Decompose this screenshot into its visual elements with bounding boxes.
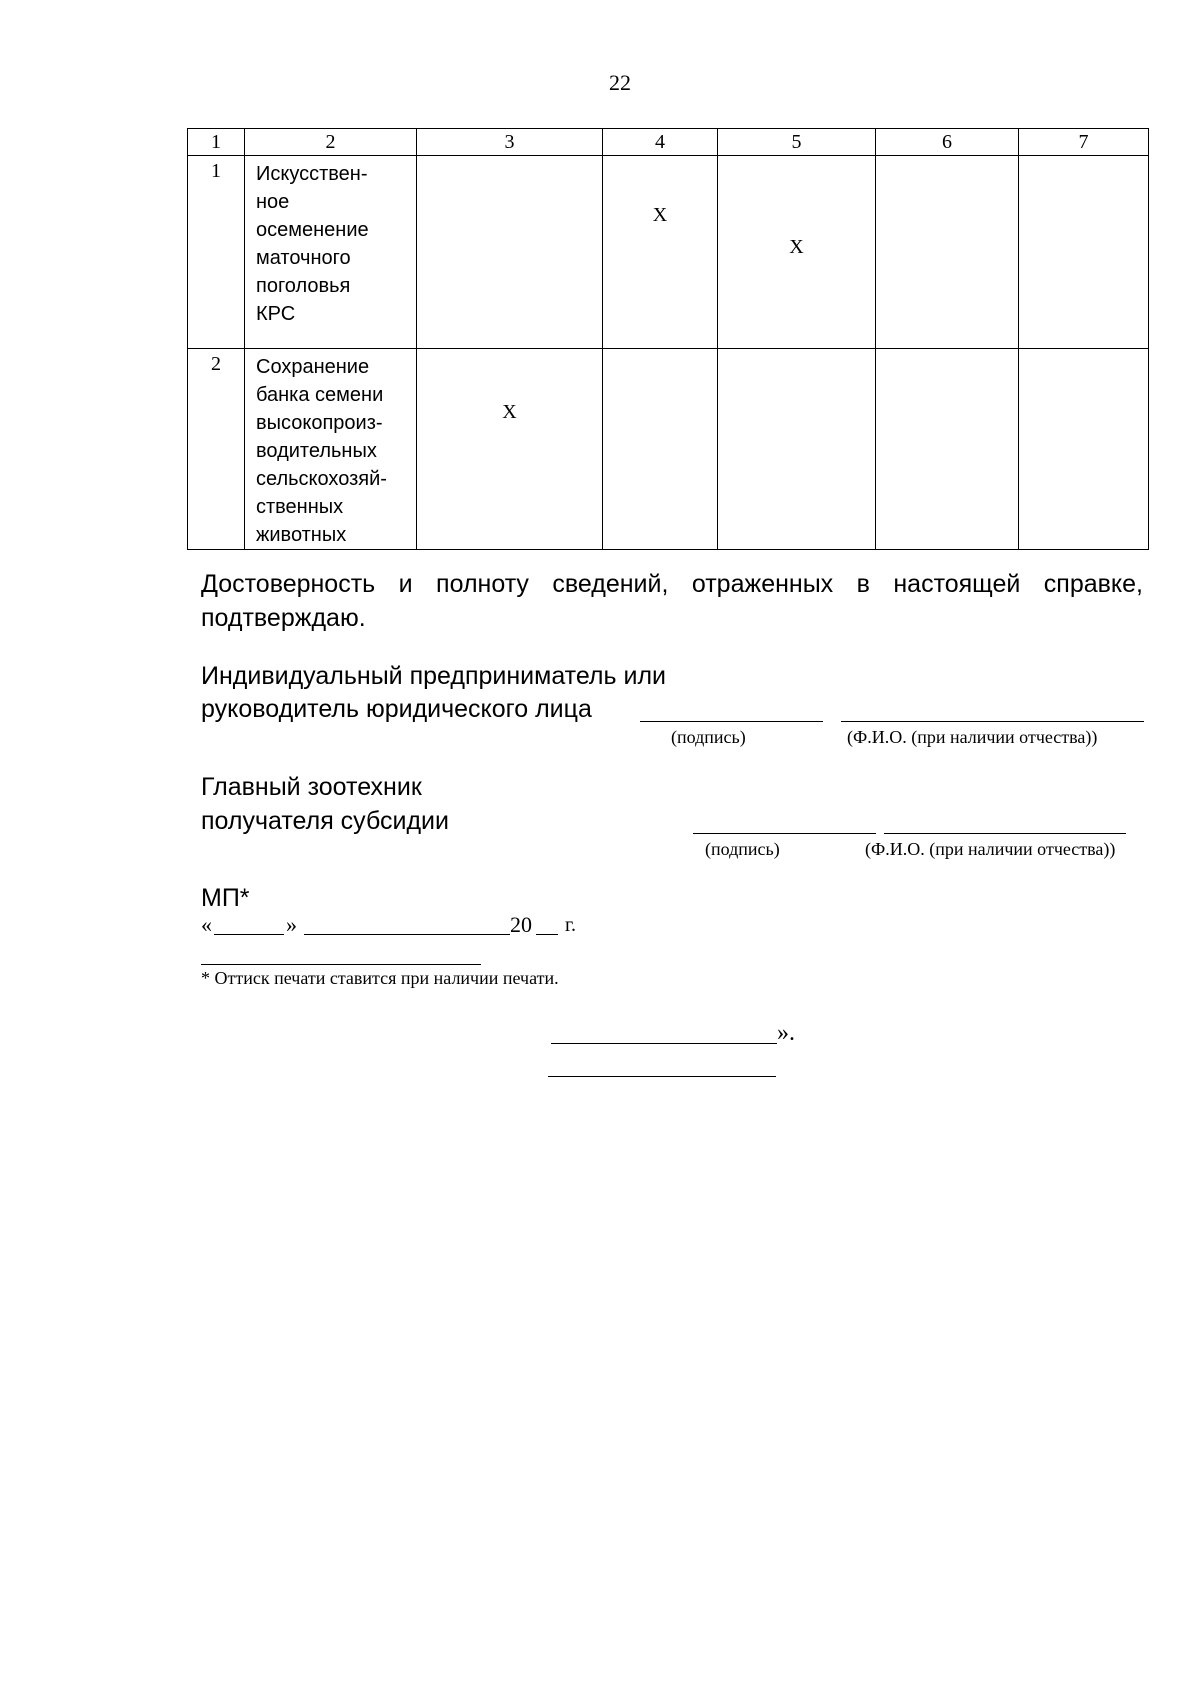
column-header: 2 <box>245 129 417 156</box>
footnote-divider <box>201 964 481 965</box>
name-line[interactable] <box>884 833 1126 834</box>
table-cell <box>718 156 876 349</box>
row-number: 2 <box>188 349 245 550</box>
table-cell <box>1019 349 1149 550</box>
data-table <box>187 128 1149 550</box>
column-header: 7 <box>1019 129 1149 156</box>
stamp-label: МП* <box>201 884 250 912</box>
row-name-line: ственных <box>256 496 344 518</box>
date-open-quote: « <box>201 912 212 937</box>
confirmation-text-end: подтверждаю. <box>201 604 366 632</box>
date-year-suffix: г. <box>565 914 576 936</box>
column-header: 4 <box>603 129 718 156</box>
name-caption: (Ф.И.О. (при наличии отчества)) <box>865 839 1116 859</box>
row-name-line: маточного <box>256 247 351 269</box>
date-day-line[interactable] <box>214 934 284 935</box>
table-cell <box>718 349 876 550</box>
date-year-line[interactable] <box>536 934 558 935</box>
table-row <box>188 156 1149 349</box>
row-name-line: КРС <box>256 303 296 325</box>
signature-caption: (подпись) <box>671 727 746 747</box>
page-number: 22 <box>609 70 631 95</box>
row-name-line: осеменение <box>256 219 369 241</box>
row-name-line: ное <box>256 191 290 213</box>
signatory2-title-line2: получателя субсидии <box>201 807 449 835</box>
signatory1-title: Индивидуальный предприниматель или <box>201 662 667 690</box>
closing-line-2 <box>548 1076 776 1077</box>
table-row <box>188 349 1149 550</box>
row-number: 1 <box>188 156 245 349</box>
signature-line[interactable] <box>693 833 876 834</box>
table-cell <box>603 349 718 550</box>
date-month-line[interactable] <box>304 934 510 935</box>
row-name-line: высокопроиз- <box>256 412 383 434</box>
signature-caption: (подпись) <box>705 839 780 859</box>
row-name-line: водительных <box>256 440 377 462</box>
footnote-text: * Оттиск печати ставится при наличии печати. <box>201 968 559 988</box>
table-cell <box>417 156 603 349</box>
name-caption: (Ф.И.О. (при наличии отчества)) <box>847 727 1098 747</box>
row-name-line: поголовья <box>256 275 351 297</box>
table-cell <box>1019 156 1149 349</box>
column-header: 1 <box>188 129 245 156</box>
row-name-line: Сохранение <box>256 356 370 378</box>
date-close-quote: » <box>286 912 297 937</box>
closing-line <box>551 1043 777 1044</box>
row-name-line: Искусствен- <box>256 163 368 185</box>
table-cell <box>876 349 1019 550</box>
row-name <box>245 156 417 349</box>
column-header: 3 <box>417 129 603 156</box>
row-name <box>245 349 417 550</box>
table-cell <box>876 156 1019 349</box>
column-header: 6 <box>876 129 1019 156</box>
signature-line[interactable] <box>640 721 823 722</box>
date-year-prefix: 20 <box>510 912 532 937</box>
row-name-line: сельскохозяй- <box>256 468 387 490</box>
cell-mark: X <box>652 204 668 226</box>
table-cell <box>417 349 603 550</box>
table-cell <box>603 156 718 349</box>
confirmation-text: Достоверность и полноту сведений, отраженных в настоящей справке, <box>201 570 1143 598</box>
cell-mark: X <box>789 236 804 258</box>
column-header: 5 <box>718 129 876 156</box>
table-header-row <box>188 129 1149 156</box>
signatory2-title: Главный зоотехник <box>201 773 422 801</box>
cell-mark: X <box>502 401 517 423</box>
row-name-line: банка семени <box>256 384 384 406</box>
row-name-line: животных <box>256 524 347 546</box>
signatory1-title-line2: руководитель юридического лица <box>201 695 592 723</box>
closing-quote: ». <box>777 1020 795 1046</box>
name-line[interactable] <box>841 721 1144 722</box>
